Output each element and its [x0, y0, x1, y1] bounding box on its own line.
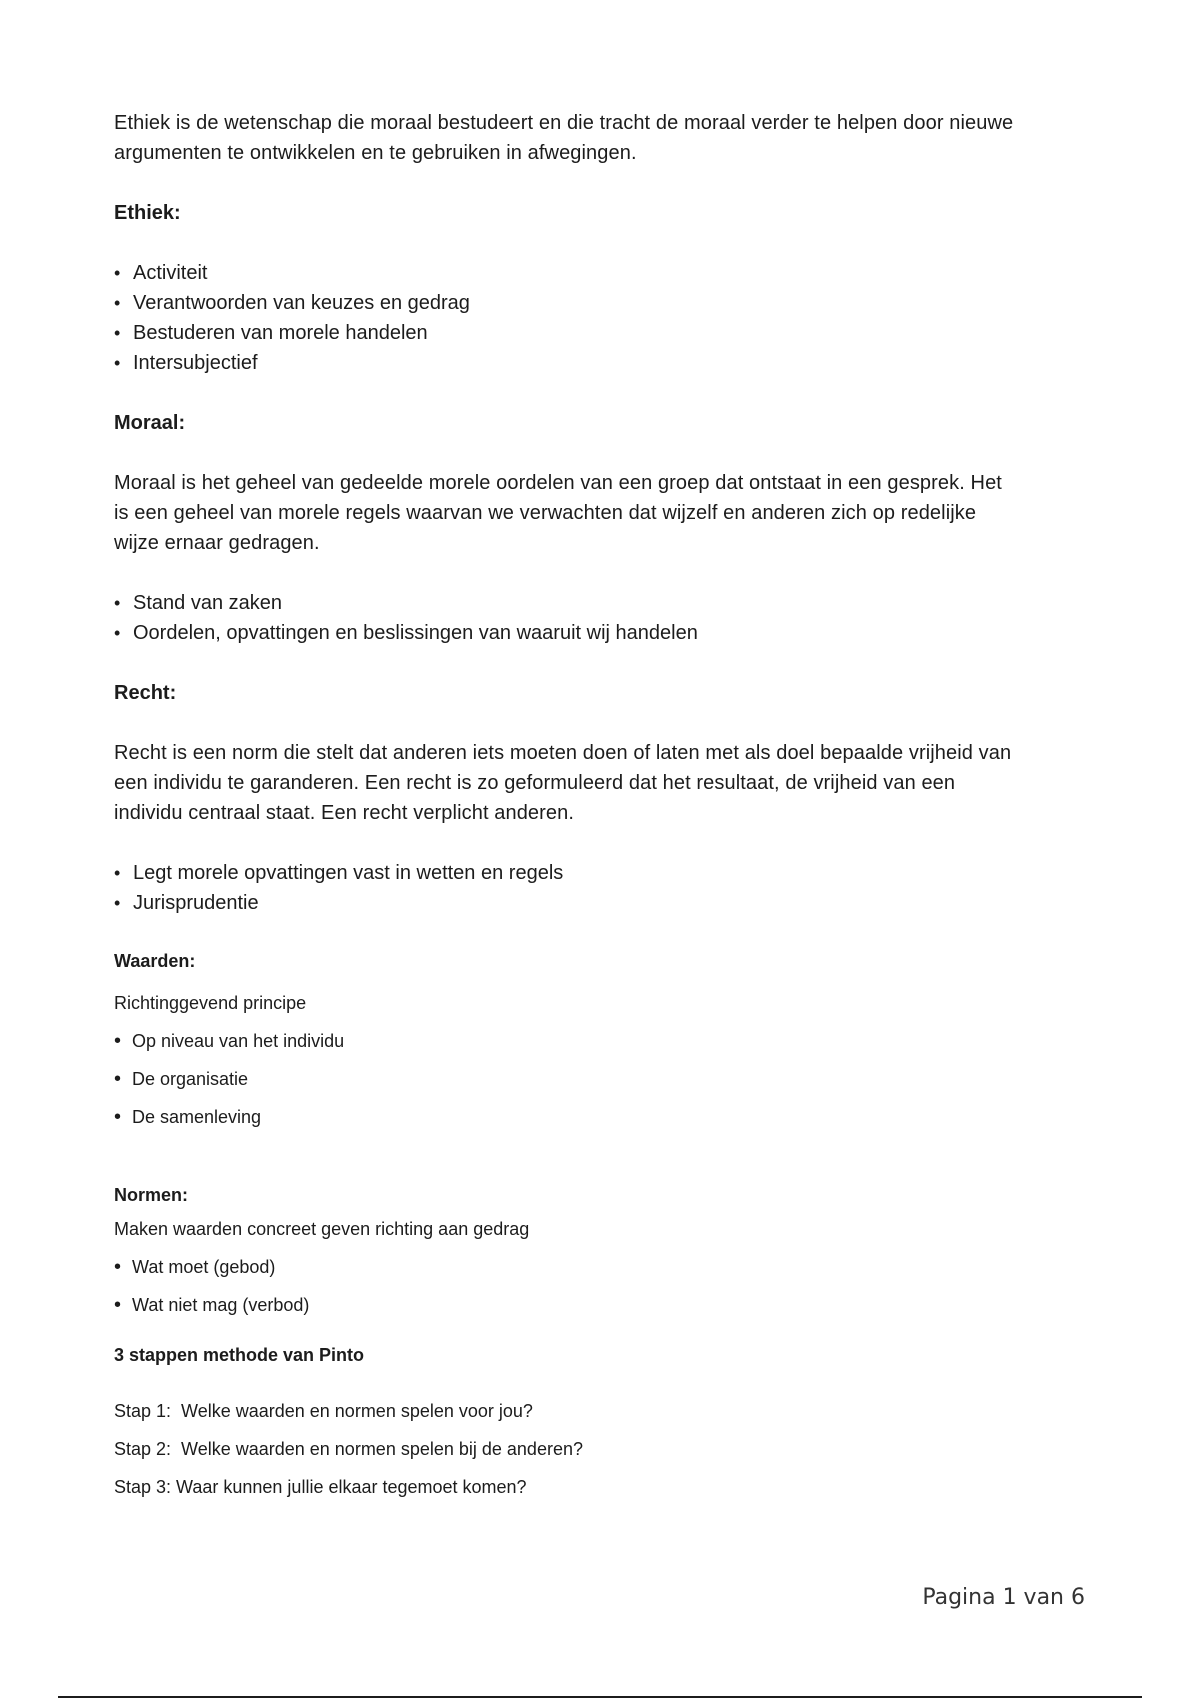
list-item: • Oordelen, opvattingen en beslissingen van waaruit wij handelen	[114, 618, 1014, 648]
ethiek-heading: Ethiek:	[114, 202, 181, 224]
list-item: • De samenleving	[114, 1104, 1014, 1130]
recht-heading: Recht:	[114, 682, 177, 704]
moraal-heading: Moraal:	[114, 412, 186, 434]
normen-list	[114, 1254, 1014, 1318]
list-item: • Verantwoorden van keuzes en gedrag	[114, 288, 1014, 318]
list-item: • Wat niet mag (verbod)	[114, 1292, 1014, 1318]
moraal-paragraph: Moraal is het geheel van gedeelde morele oordelen van een groep dat ontstaat in een gesprek. Het is een geheel van morele regels waarvan we verwachten dat wijzelf en anderen zich op redelijke wijze ernaar gedragen.	[114, 472, 1002, 554]
list-item: • Jurisprudentie	[114, 888, 1014, 918]
list-item: • Bestuderen van morele handelen	[114, 318, 1014, 348]
list-item: • Intersubjectief	[114, 348, 1014, 378]
normen-heading: Normen:	[114, 1185, 189, 1205]
pinto-heading: 3 stappen methode van Pinto	[114, 1345, 365, 1365]
step-item: Stap 2: Welke waarden en normen spelen bij de anderen?	[114, 1439, 583, 1459]
intro-paragraph: Ethiek is de wetenschap die moraal bestudeert en die tracht de moraal verder te helpen door nieuwe argumenten te ontwikkelen en te gebruiken in afwegingen.	[114, 112, 1014, 164]
waarden-heading: Waarden:	[114, 951, 196, 971]
normen-paragraph: Maken waarden concreet geven richting aan gedrag	[114, 1219, 530, 1239]
list-item: • Wat moet (gebod)	[114, 1254, 1014, 1280]
pinto-steps	[114, 1398, 1014, 1500]
step-item: Stap 3: Waar kunnen jullie elkaar tegemoet komen?	[114, 1477, 527, 1497]
list-item: • Stand van zaken	[114, 588, 1014, 618]
recht-list	[114, 858, 1014, 918]
list-item: • Activiteit	[114, 258, 1014, 288]
moraal-list	[114, 588, 1014, 648]
ethiek-list	[114, 258, 1014, 378]
waarden-list	[114, 1028, 1014, 1130]
document-page	[114, 108, 1014, 1512]
page-number: Pagina 1 van 6	[922, 1585, 1085, 1610]
list-item: • Legt morele opvattingen vast in wetten en regels	[114, 858, 1014, 888]
recht-paragraph: Recht is een norm die stelt dat anderen iets moeten doen of laten met als doel bepaalde vrijheid van een individu te garanderen. Een recht is zo geformuleerd dat het resultaat, de vrijheid van een individu centraal staat. Een recht verplicht anderen.	[114, 742, 1012, 824]
list-item: • Op niveau van het individu	[114, 1028, 1014, 1054]
waarden-paragraph: Richtinggevend principe	[114, 993, 307, 1013]
bottom-divider	[58, 1696, 1142, 1698]
step-item: Stap 1: Welke waarden en normen spelen voor jou?	[114, 1401, 533, 1421]
list-item: • De organisatie	[114, 1066, 1014, 1092]
